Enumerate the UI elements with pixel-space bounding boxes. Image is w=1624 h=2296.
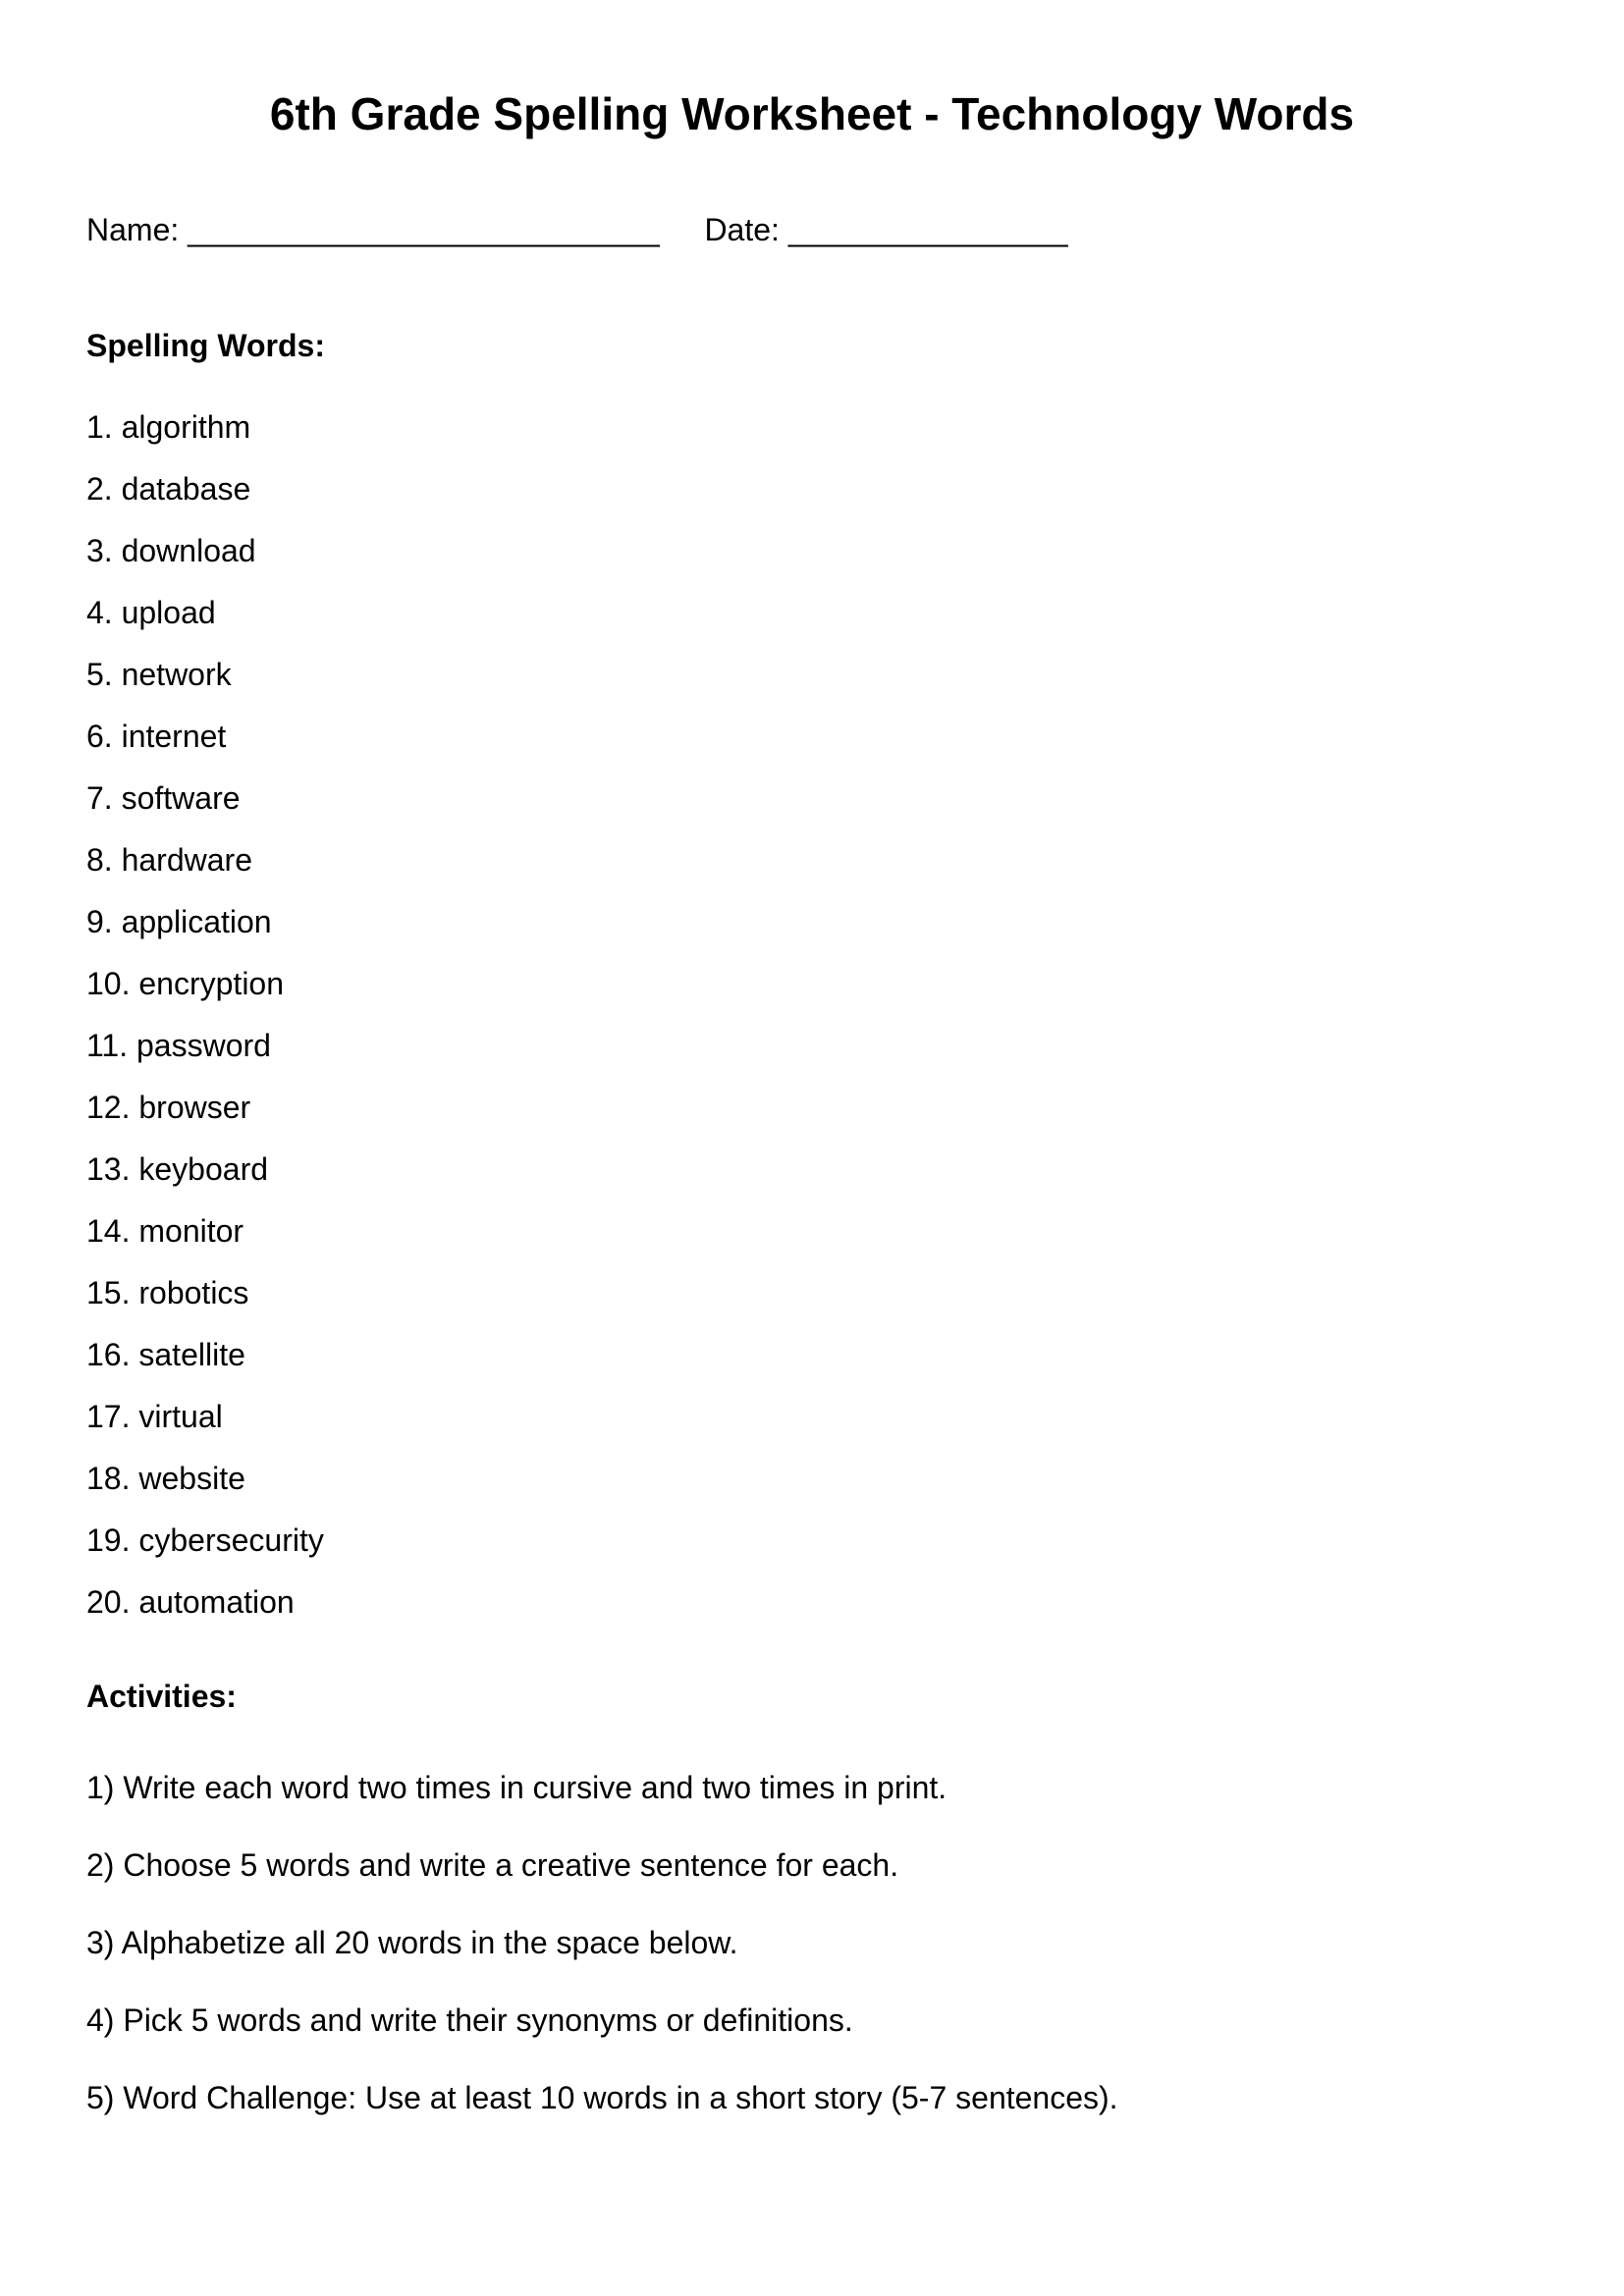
date-label: Date: — [704, 212, 780, 247]
list-item: 20. automation — [86, 1584, 295, 1620]
list-item: 2. database — [86, 471, 251, 507]
name-date-fields — [86, 210, 1068, 249]
activity-item: 2) Choose 5 words and write a creative sentence for each. — [86, 1847, 899, 1883]
list-item: 4. upload — [86, 595, 216, 630]
list-item: 7. software — [86, 780, 241, 816]
list-item: 6. internet — [86, 719, 227, 754]
list-item: 1. algorithm — [86, 409, 251, 445]
activities-list — [86, 1749, 1118, 2137]
list-item: 9. application — [86, 904, 272, 939]
activities-heading: Activities: — [86, 1679, 237, 1714]
list-item: 5. network — [86, 657, 232, 692]
name-blank[interactable]: ___________________________ — [188, 212, 660, 247]
spelling-word-list — [86, 397, 324, 1633]
activity-item: 1) Write each word two times in cursive and two times in print. — [86, 1770, 947, 1805]
list-item: 10. encryption — [86, 966, 285, 1001]
name-label: Name: — [86, 212, 180, 247]
list-item: 16. satellite — [86, 1337, 245, 1372]
activity-item: 4) Pick 5 words and write their synonyms or definitions. — [86, 2002, 853, 2038]
list-item: 12. browser — [86, 1090, 251, 1125]
page-title: 6th Grade Spelling Worksheet - Technology Words — [269, 88, 1355, 139]
list-item: 13. keyboard — [86, 1151, 269, 1187]
list-item: 8. hardware — [86, 842, 252, 878]
spelling-words-heading: Spelling Words: — [86, 328, 325, 363]
list-item: 11. password — [86, 1028, 271, 1063]
list-item: 3. download — [86, 533, 256, 568]
activity-item: 5) Word Challenge: Use at least 10 words in a short story (5-7 sentences). — [86, 2080, 1118, 2115]
activity-item: 3) Alphabetize all 20 words in the space below. — [86, 1925, 738, 1960]
date-blank[interactable]: ________________ — [787, 212, 1068, 247]
list-item: 19. cybersecurity — [86, 1522, 324, 1558]
list-item: 15. robotics — [86, 1275, 249, 1310]
list-item: 18. website — [86, 1461, 245, 1496]
list-item: 17. virtual — [86, 1399, 223, 1434]
list-item: 14. monitor — [86, 1213, 244, 1249]
